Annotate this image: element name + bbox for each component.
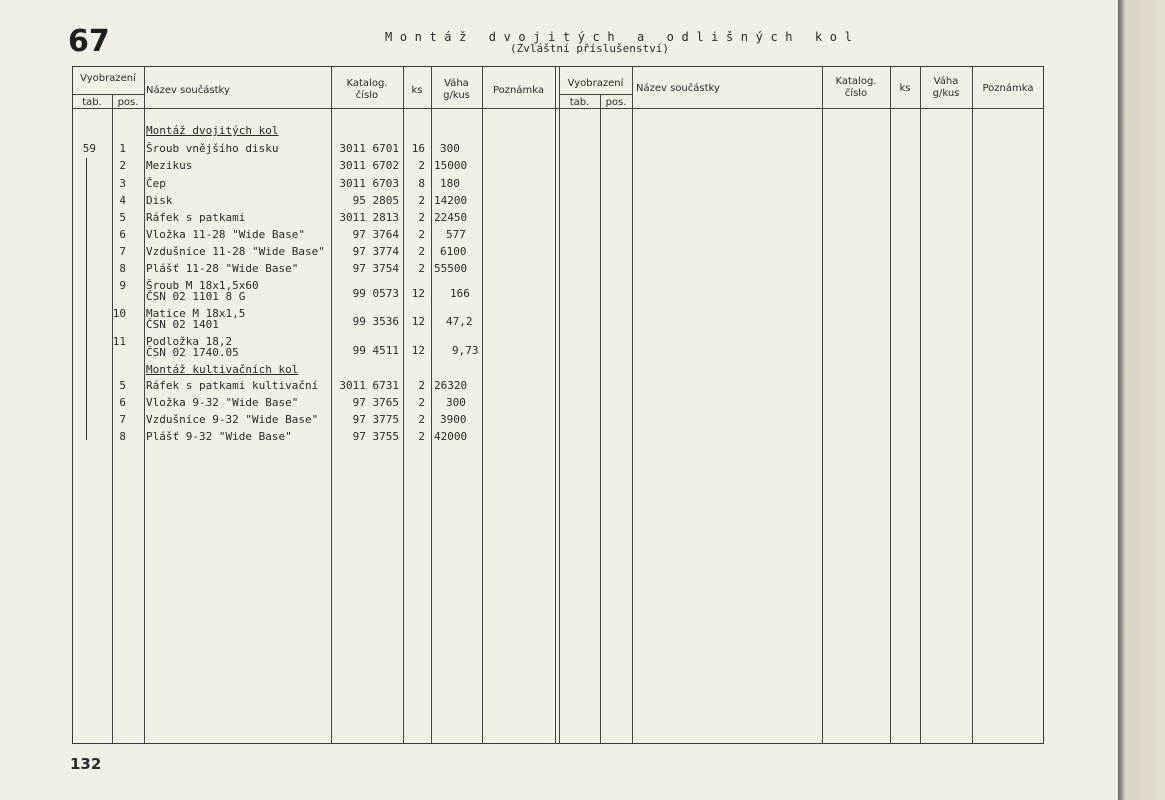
row-2-pos: 2: [119, 159, 126, 172]
row-9-name: Šroub M 18x1,5x60: [146, 279, 259, 292]
row-8-weight: 55500: [434, 262, 468, 275]
row-8-pos: 8: [119, 262, 126, 275]
row-10-name2: ČSN 02 1401: [146, 318, 219, 331]
row-7-ks: 2: [418, 245, 425, 258]
row-16-name: Plášť 9-32 "Wide Base": [146, 430, 292, 443]
row-11-weight: 9,73: [452, 344, 479, 357]
row-15-pos: 7: [119, 413, 126, 426]
row-7-name: Vzdušnice 11-28 "Wide Base": [146, 245, 325, 258]
row-5-name: Ráfek s patkami: [146, 211, 246, 224]
row-7-cat: 97 3774: [352, 245, 399, 258]
row-1-pos: 1: [119, 142, 126, 155]
section-number: 67: [68, 24, 110, 59]
row-2-weight: 15000: [434, 159, 468, 172]
row-16-weight: 42000: [434, 430, 468, 443]
row-0-name: Montáž dvojitých kol: [146, 124, 279, 137]
header-katalog: Katalog.: [346, 78, 388, 89]
row-8-name: Plášť 11-28 "Wide Base": [146, 262, 299, 275]
row-11-pos: 11: [112, 335, 126, 348]
row-7-pos: 7: [119, 245, 126, 258]
row-9-pos: 9: [119, 279, 126, 292]
header-tab-right: tab.: [569, 97, 590, 108]
header-tab: tab.: [82, 97, 102, 108]
row-15-name: Vzdušnice 9-32 "Wide Base": [146, 413, 319, 426]
row-15-ks: 2: [418, 413, 425, 426]
header-cislo: číslo: [355, 90, 379, 101]
grid-line: [559, 94, 632, 95]
row-6-weight: 577: [446, 228, 466, 241]
header-pos-right: pos.: [605, 97, 627, 108]
row-10-cat: 99 3536: [352, 315, 399, 328]
row-6-cat: 97 3764: [352, 228, 399, 241]
row-14-ks: 2: [418, 396, 425, 409]
grid-line: [482, 66, 483, 744]
row-15-weight: 3900: [440, 413, 467, 426]
row-9-weight: 166: [450, 287, 470, 300]
row-15-cat: 97 3775: [352, 413, 399, 426]
row-11-ks: 12: [411, 344, 425, 357]
row-3-weight: 180: [440, 177, 460, 190]
grid-line: [822, 66, 823, 744]
row-1-weight: 300: [440, 142, 460, 155]
row-13-cat: 3011 6731: [339, 379, 399, 392]
row-1-tab: 59: [82, 142, 96, 155]
row-11-name: Podložka 18,2: [146, 335, 233, 348]
row-14-name: Vložka 9-32 "Wide Base": [146, 396, 299, 409]
page-number: 132: [70, 755, 102, 773]
row-3-pos: 3: [119, 177, 126, 190]
header-cislo-right: číslo: [844, 88, 868, 99]
header-vyobrazeni-right: Vyobrazení: [567, 78, 624, 89]
row-1-ks: 16: [411, 142, 425, 155]
row-5-cat: 3011 2813: [339, 211, 399, 224]
row-8-ks: 2: [418, 262, 425, 275]
header-poznamka-right: Poznámka: [982, 83, 1034, 94]
row-4-pos: 4: [119, 194, 126, 207]
row-13-pos: 5: [119, 379, 126, 392]
header-katalog-right: Katalog.: [835, 76, 877, 87]
row-16-cat: 97 3755: [352, 430, 399, 443]
row-13-weight: 26320: [434, 379, 468, 392]
row-5-pos: 5: [119, 211, 126, 224]
row-9-name2: ČSN 02 1101 8 G: [146, 290, 246, 303]
header-gkus-right: g/kus: [932, 88, 960, 99]
row-4-ks: 2: [418, 194, 425, 207]
grid-line: [890, 66, 891, 744]
row-8-cat: 97 3754: [352, 262, 399, 275]
row-10-pos: 10: [112, 307, 126, 320]
row-4-weight: 14200: [434, 194, 468, 207]
row-16-pos: 8: [119, 430, 126, 443]
row-16-ks: 2: [418, 430, 425, 443]
row-2-ks: 2: [418, 159, 425, 172]
page-edge: [1118, 0, 1165, 800]
header-ks-right: ks: [899, 83, 911, 94]
row-4-cat: 95 2805: [352, 194, 399, 207]
row-1-name: Šroub vnějšího disku: [146, 142, 279, 155]
row-14-cat: 97 3765: [352, 396, 399, 409]
header-gkus: g/kus: [443, 90, 470, 101]
row-3-ks: 8: [418, 177, 425, 190]
header-vyobrazeni: Vyobrazení: [80, 73, 136, 84]
row-14-pos: 6: [119, 396, 126, 409]
grid-line: [920, 66, 921, 744]
header-vaha-right: Váha: [933, 76, 959, 87]
header-ks: ks: [411, 85, 423, 96]
row-11-cat: 99 4511: [352, 344, 399, 357]
group-bracket: [86, 158, 87, 440]
row-1-cat: 3011 6701: [339, 142, 399, 155]
row-6-ks: 2: [418, 228, 425, 241]
grid-line: [559, 66, 560, 744]
header-nazev-right: Název součástky: [636, 83, 720, 94]
page-title: Montáž dvojitých a odlišných kol: [385, 30, 860, 44]
row-14-weight: 300: [446, 396, 466, 409]
header-nazev: Název součástky: [146, 85, 230, 96]
row-6-pos: 6: [119, 228, 126, 241]
header-poznamka: Poznámka: [493, 85, 544, 96]
header-vaha: Váha: [444, 78, 469, 89]
row-10-ks: 12: [411, 315, 425, 328]
page-subtitle: (Zvláštní příslušenství): [510, 42, 669, 55]
header-pos: pos.: [117, 97, 139, 108]
row-10-name: Matice M 18x1,5: [146, 307, 246, 320]
header-separator: [72, 108, 1044, 109]
row-12-name: Montáž kultivačních kol: [146, 363, 299, 376]
row-13-ks: 2: [418, 379, 425, 392]
row-2-name: Mezikus: [146, 159, 193, 172]
row-5-ks: 2: [418, 211, 425, 224]
row-9-ks: 12: [411, 287, 425, 300]
row-5-weight: 22450: [434, 211, 468, 224]
grid-line: [600, 94, 601, 744]
grid-line: [632, 66, 633, 744]
row-13-name: Ráfek s patkami kultivační: [146, 379, 319, 392]
row-2-cat: 3011 6702: [339, 159, 399, 172]
row-4-name: Disk: [146, 194, 173, 207]
row-3-cat: 3011 6703: [339, 177, 399, 190]
row-7-weight: 6100: [440, 245, 467, 258]
row-11-name2: ČSN 02 1740.05: [146, 346, 239, 359]
grid-line: [555, 66, 556, 744]
grid-line: [144, 66, 145, 744]
row-6-name: Vložka 11-28 "Wide Base": [146, 228, 305, 241]
row-3-name: Čep: [146, 177, 166, 190]
grid-line: [431, 66, 432, 744]
grid-line: [972, 66, 973, 744]
row-10-weight: 47,2: [446, 315, 473, 328]
grid-line: [72, 94, 144, 95]
row-9-cat: 99 0573: [352, 287, 399, 300]
